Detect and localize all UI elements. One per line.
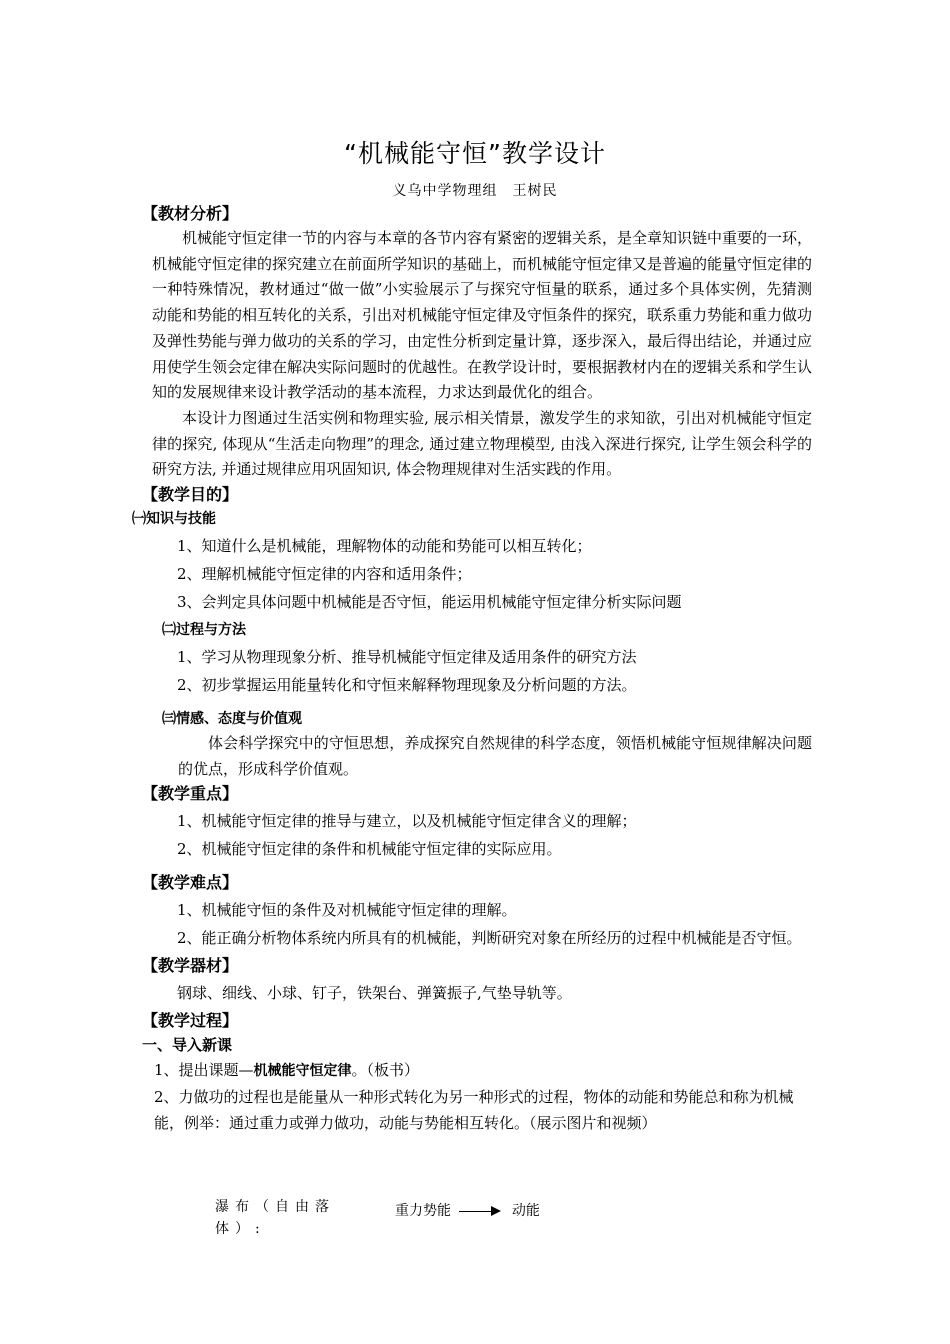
goal-item: 2、理解机械能守恒定律的内容和适用条件； bbox=[177, 565, 472, 584]
key-point-item: 1、机械能守恒定律的推导与建立，以及机械能守恒定律含义的理解； bbox=[177, 812, 637, 831]
difficulty-item: 1、机械能守恒的条件及对机械能守恒定律的理解。 bbox=[177, 901, 517, 920]
goal-item: 1、学习从物理现象分析、推导机械能守恒定律及适用条件的研究方法 bbox=[177, 648, 637, 667]
section-heading-equipment: 【教学器材】 bbox=[142, 956, 239, 976]
textbook-analysis-paragraph-1: 机械能守恒定律一节的内容与本章的各节内容有紧密的逻辑关系，是全章知识链中重要的一环，机械能守恒定律的探究建立在前面所学知识的基础上，而机械能守恒定律又是普遍的能量守恒定律的一种特殊情况，教材通过“做一做”小实验展示了与探究守恒量的联系，通过多个具体实例，先猜测动能和势能的相互转化的关系，引出对机械能守恒定律及守恒条件的探究，联系重力势能和重力做功及弹性势能与弹力做功的关系的学习，由定性分析到定量计算，逐步深入，最后得出结论，并通过应用使学生领会定律在解决实际问题时的优越性。在教学设计时，要根据教材内在的逻辑关系和学生认知的发展规律来设计教学活动的基本流程，力求达到最优化的组合。 bbox=[152, 229, 813, 402]
diagram-from-label: 重力势能 bbox=[395, 1203, 451, 1219]
part-heading-intro: 一、导入新课 bbox=[142, 1036, 233, 1055]
subheading-emotion-values: ㈢情感、态度与价值观 bbox=[162, 711, 302, 728]
section-heading-key-points: 【教学重点】 bbox=[142, 784, 239, 804]
section-heading-textbook-analysis: 【教材分析】 bbox=[142, 204, 239, 223]
diagram-example-label: 瀑布（自由落体）: bbox=[215, 1199, 335, 1237]
process-line-2: 2、力做功的过程也是能量从一种形式转化为另一种形式的过程，物体的动能和势能总和称为机械能，例举：通过重力或弹力做功，动能与势能相互转化。（展示图片和视频） bbox=[154, 1088, 794, 1133]
diagram-to-label: 动能 bbox=[511, 1203, 540, 1219]
difficulty-item: 2、能正确分析物体系统内所具有的机械能，判断研究对象在所经历的过程中机械能是否守恒。 bbox=[177, 929, 802, 948]
process-line-1 bbox=[140, 1057, 812, 1084]
document-body bbox=[132, 202, 813, 1136]
section-heading-process: 【教学过程】 bbox=[142, 1011, 239, 1031]
energy-conversion-diagram bbox=[215, 1196, 635, 1246]
author-line: 义乌中学物理组 王树民 bbox=[392, 183, 558, 199]
right-arrow-icon bbox=[459, 1205, 503, 1217]
equipment-text: 钢球、细线、小球、钉子，铁架台、弹簧振子,气垫导轨等。 bbox=[177, 984, 572, 1003]
key-point-item: 2、机械能守恒定律的条件和机械能守恒定律的实际应用。 bbox=[177, 840, 562, 859]
process-line-1-pre: 1、提出课题— bbox=[154, 1061, 254, 1080]
lesson-topic: 机械能守恒定律 bbox=[253, 1063, 352, 1080]
textbook-analysis-paragraph-2: 本设计力图通过生活实例和物理实验, 展示相关情景，激发学生的求知欲，引出对机械能守恒定律的探究, 体现从“生活走向物理”的理念, 通过建立物理模型, 由浅入深进行探究, 让学生领会科学的研究方法, 并通过规律应用巩固知识, 体会物理规律对生活实践的作用。 bbox=[152, 408, 812, 479]
goal-item: 3、会判定具体问题中机械能是否守恒，能运用机械能守恒定律分析实际问题 bbox=[177, 593, 682, 612]
subheading-process-method: ㈡过程与方法 bbox=[162, 622, 246, 639]
emotion-values-text: 体会科学探究中的守恒思想，养成探究自然规律的科学态度，领悟机械能守恒规律解决问题的优点，形成科学价值观。 bbox=[178, 734, 812, 778]
goal-item: 2、初步掌握运用能量转化和守恒来解释物理现象及分析问题的方法。 bbox=[177, 676, 637, 695]
section-heading-difficulties: 【教学难点】 bbox=[142, 873, 239, 893]
diagram-conversion bbox=[395, 1200, 540, 1220]
page-title: “机械能守恒”教学设计 bbox=[344, 139, 606, 168]
process-line-1-post: 。（板书） bbox=[351, 1061, 420, 1080]
subheading-knowledge-skills: ㈠知识与技能 bbox=[132, 511, 216, 528]
section-heading-teaching-goals: 【教学目的】 bbox=[142, 485, 239, 505]
goal-item: 1、知道什么是机械能，理解物体的动能和势能可以相互转化； bbox=[177, 537, 592, 556]
